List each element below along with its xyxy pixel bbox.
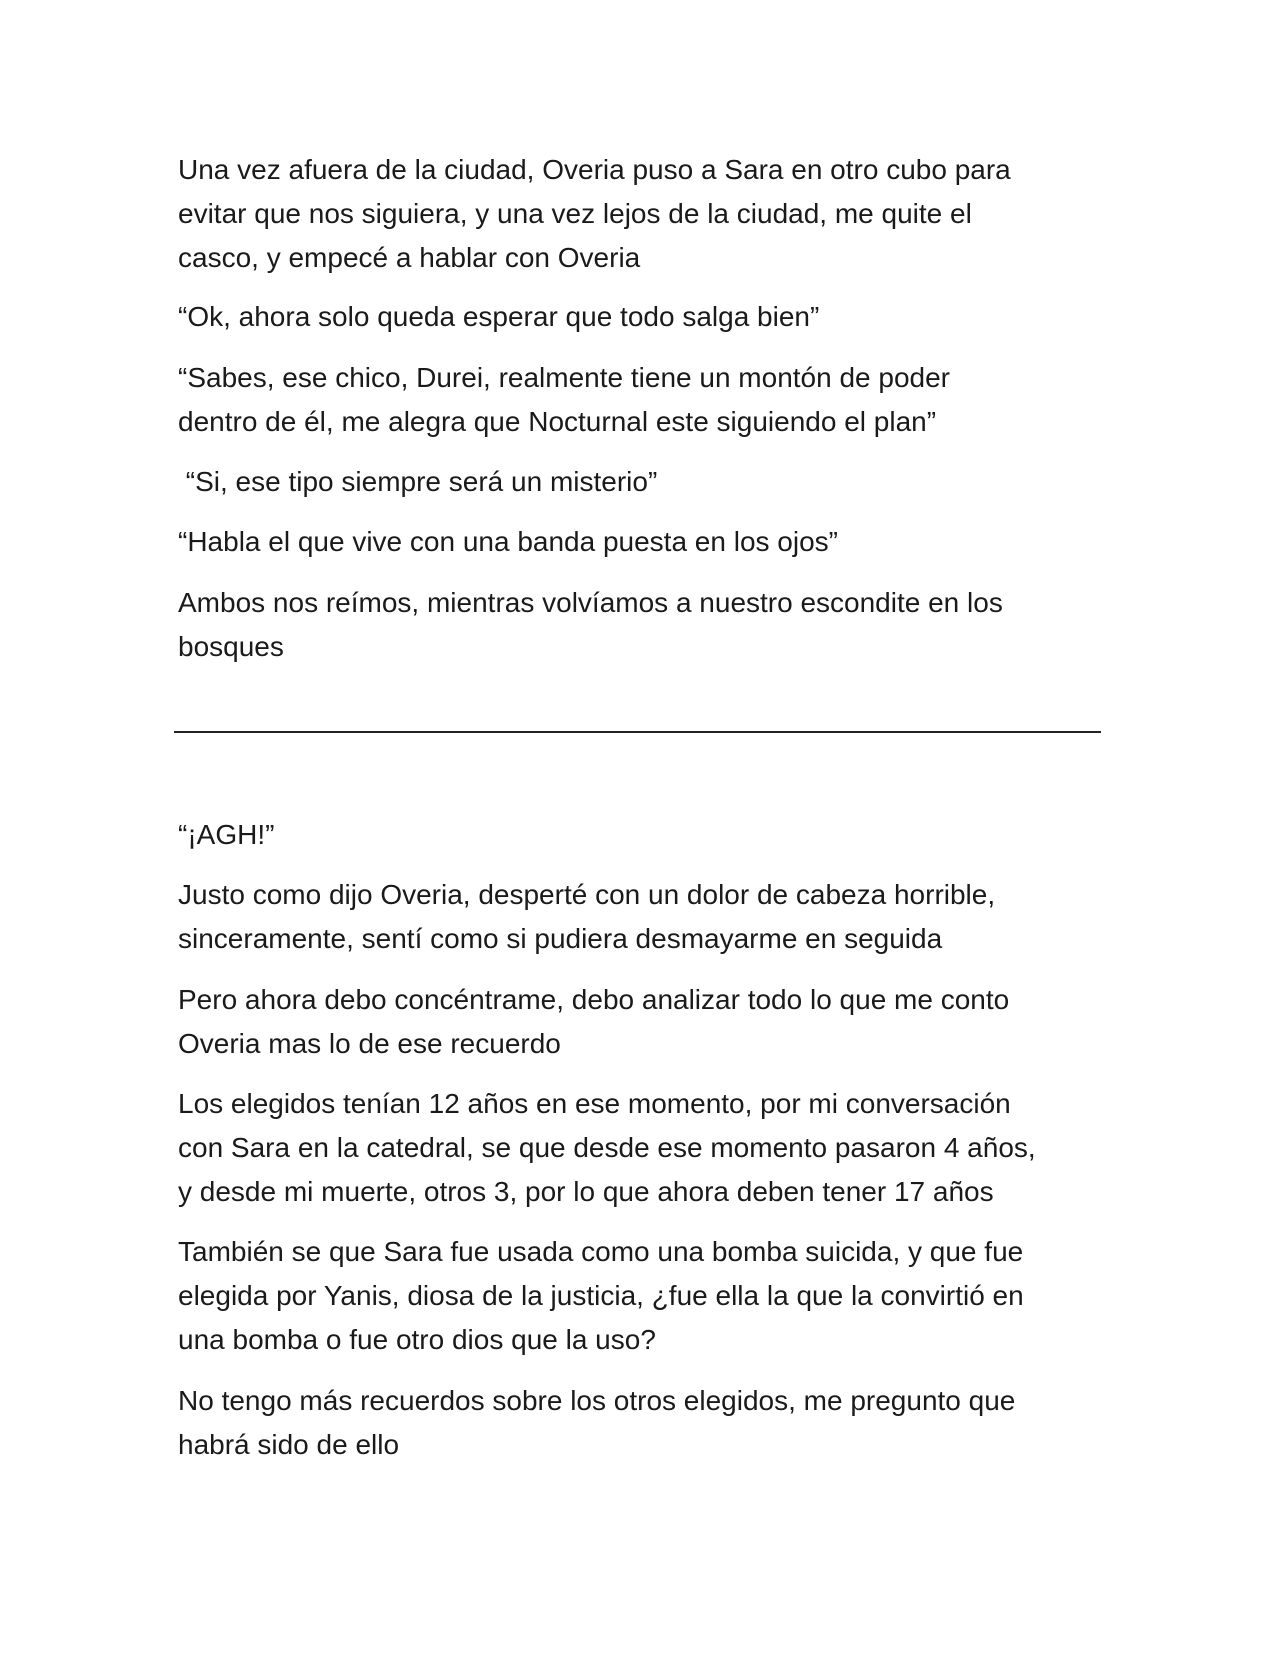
paragraph-3: “Sabes, ese chico, Durei, realmente tiene un montón de poder dentro de él, me alegra que Nocturnal este siguiendo el plan”	[178, 362, 951, 437]
paragraph-6: Ambos nos reímos, mientras volvíamos a nuestro escondite en los bosques	[178, 587, 1003, 662]
paragraph-10: Los elegidos tenían 12 años en ese momento, por mi conversación con Sara en la catedral, se que desde ese momento pasaron 4 años, y desde mi muerte, otros 3, por lo que ahora deben tener 17 años	[178, 1088, 1036, 1207]
section-divider	[174, 731, 1101, 733]
paragraph-9: Pero ahora debo concéntrame, debo analizar todo lo que me conto Overia mas lo de ese recuerdo	[178, 984, 1010, 1059]
paragraph-7: “¡AGH!”	[178, 819, 275, 850]
paragraph-11: También se que Sara fue usada como una bomba suicida, y que fue elegida por Yanis, diosa de la justicia, ¿fue ella la que la convirtió en una bomba o fue otro dios que la uso?	[178, 1236, 1024, 1355]
paragraph-5: “Habla el que vive con una banda puesta en los ojos”	[178, 526, 838, 557]
paragraph-2: “Ok, ahora solo queda esperar que todo salga bien”	[178, 301, 820, 332]
paragraph-12: No tengo más recuerdos sobre los otros elegidos, me pregunto que habrá sido de ello	[178, 1385, 1016, 1460]
paragraph-8: Justo como dijo Overia, desperté con un dolor de cabeza horrible, sinceramente, sentí como si pudiera desmayarme en seguida	[178, 879, 996, 954]
paragraph-4: “Si, ese tipo siempre será un misterio”	[178, 466, 658, 497]
paragraph-1: Una vez afuera de la ciudad, Overia puso a Sara en otro cubo para evitar que nos siguiera, y una vez lejos de la ciudad, me quite el casco, y empecé a hablar con Overia	[178, 154, 1011, 273]
